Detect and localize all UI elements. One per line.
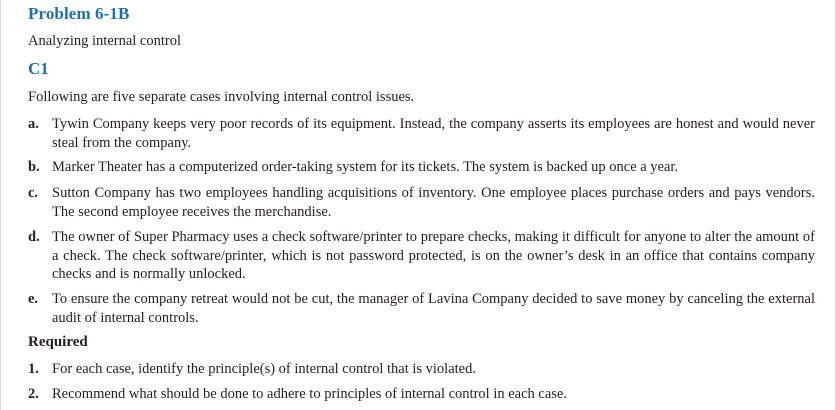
case-letter: b. — [28, 159, 40, 175]
problem-title: Problem 6-1B — [28, 4, 130, 23]
required-item-number: 1. — [28, 361, 39, 377]
problem-subtitle: Analyzing internal control — [28, 33, 182, 49]
case-letter: e. — [28, 291, 39, 307]
case-text: Sutton Company has two employees handling acquisitions of inventory. One employee places purchase orders and pays vendors. The second employee receives the merchandise. — [52, 185, 815, 220]
case-b — [28, 158, 815, 177]
case-d — [28, 228, 815, 284]
intro-text: Following are five separate cases involving internal control issues. — [28, 89, 415, 105]
case-letter: c. — [28, 185, 39, 201]
case-c — [28, 184, 815, 221]
case-text: Marker Theater has a computerized order-taking system for its tickets. The system is backed up once a year. — [52, 159, 679, 175]
case-text: To ensure the company retreat would not be cut, the manager of Lavina Company decided to save money by canceling the external audit of internal controls. — [52, 291, 815, 326]
required-heading: Required — [28, 334, 88, 350]
case-a — [28, 115, 815, 152]
case-text: The owner of Super Pharmacy uses a check software/printer to prepare checks, making it difficult for anyone to alter the amount of a check. The check software/printer, which is not password protected, is on the owner’s desk in an office that contains company checks and is normally unlocked. — [52, 229, 815, 282]
required-item-text: For each case, identify the principle(s) of internal control that is violated. — [52, 361, 476, 377]
learning-objective: C1 — [28, 59, 49, 78]
case-text: Tywin Company keeps very poor records of its equipment. Instead, the company asserts its employees are honest and would never steal from the company. — [52, 116, 815, 151]
case-letter: d. — [28, 229, 40, 245]
required-item-number: 2. — [28, 386, 39, 402]
required-item-1 — [28, 361, 815, 378]
case-e — [28, 290, 815, 327]
required-item-2 — [28, 386, 815, 403]
required-item-text: Recommend what should be done to adhere to principles of internal control in each case. — [52, 386, 567, 402]
case-letter: a. — [28, 116, 39, 132]
